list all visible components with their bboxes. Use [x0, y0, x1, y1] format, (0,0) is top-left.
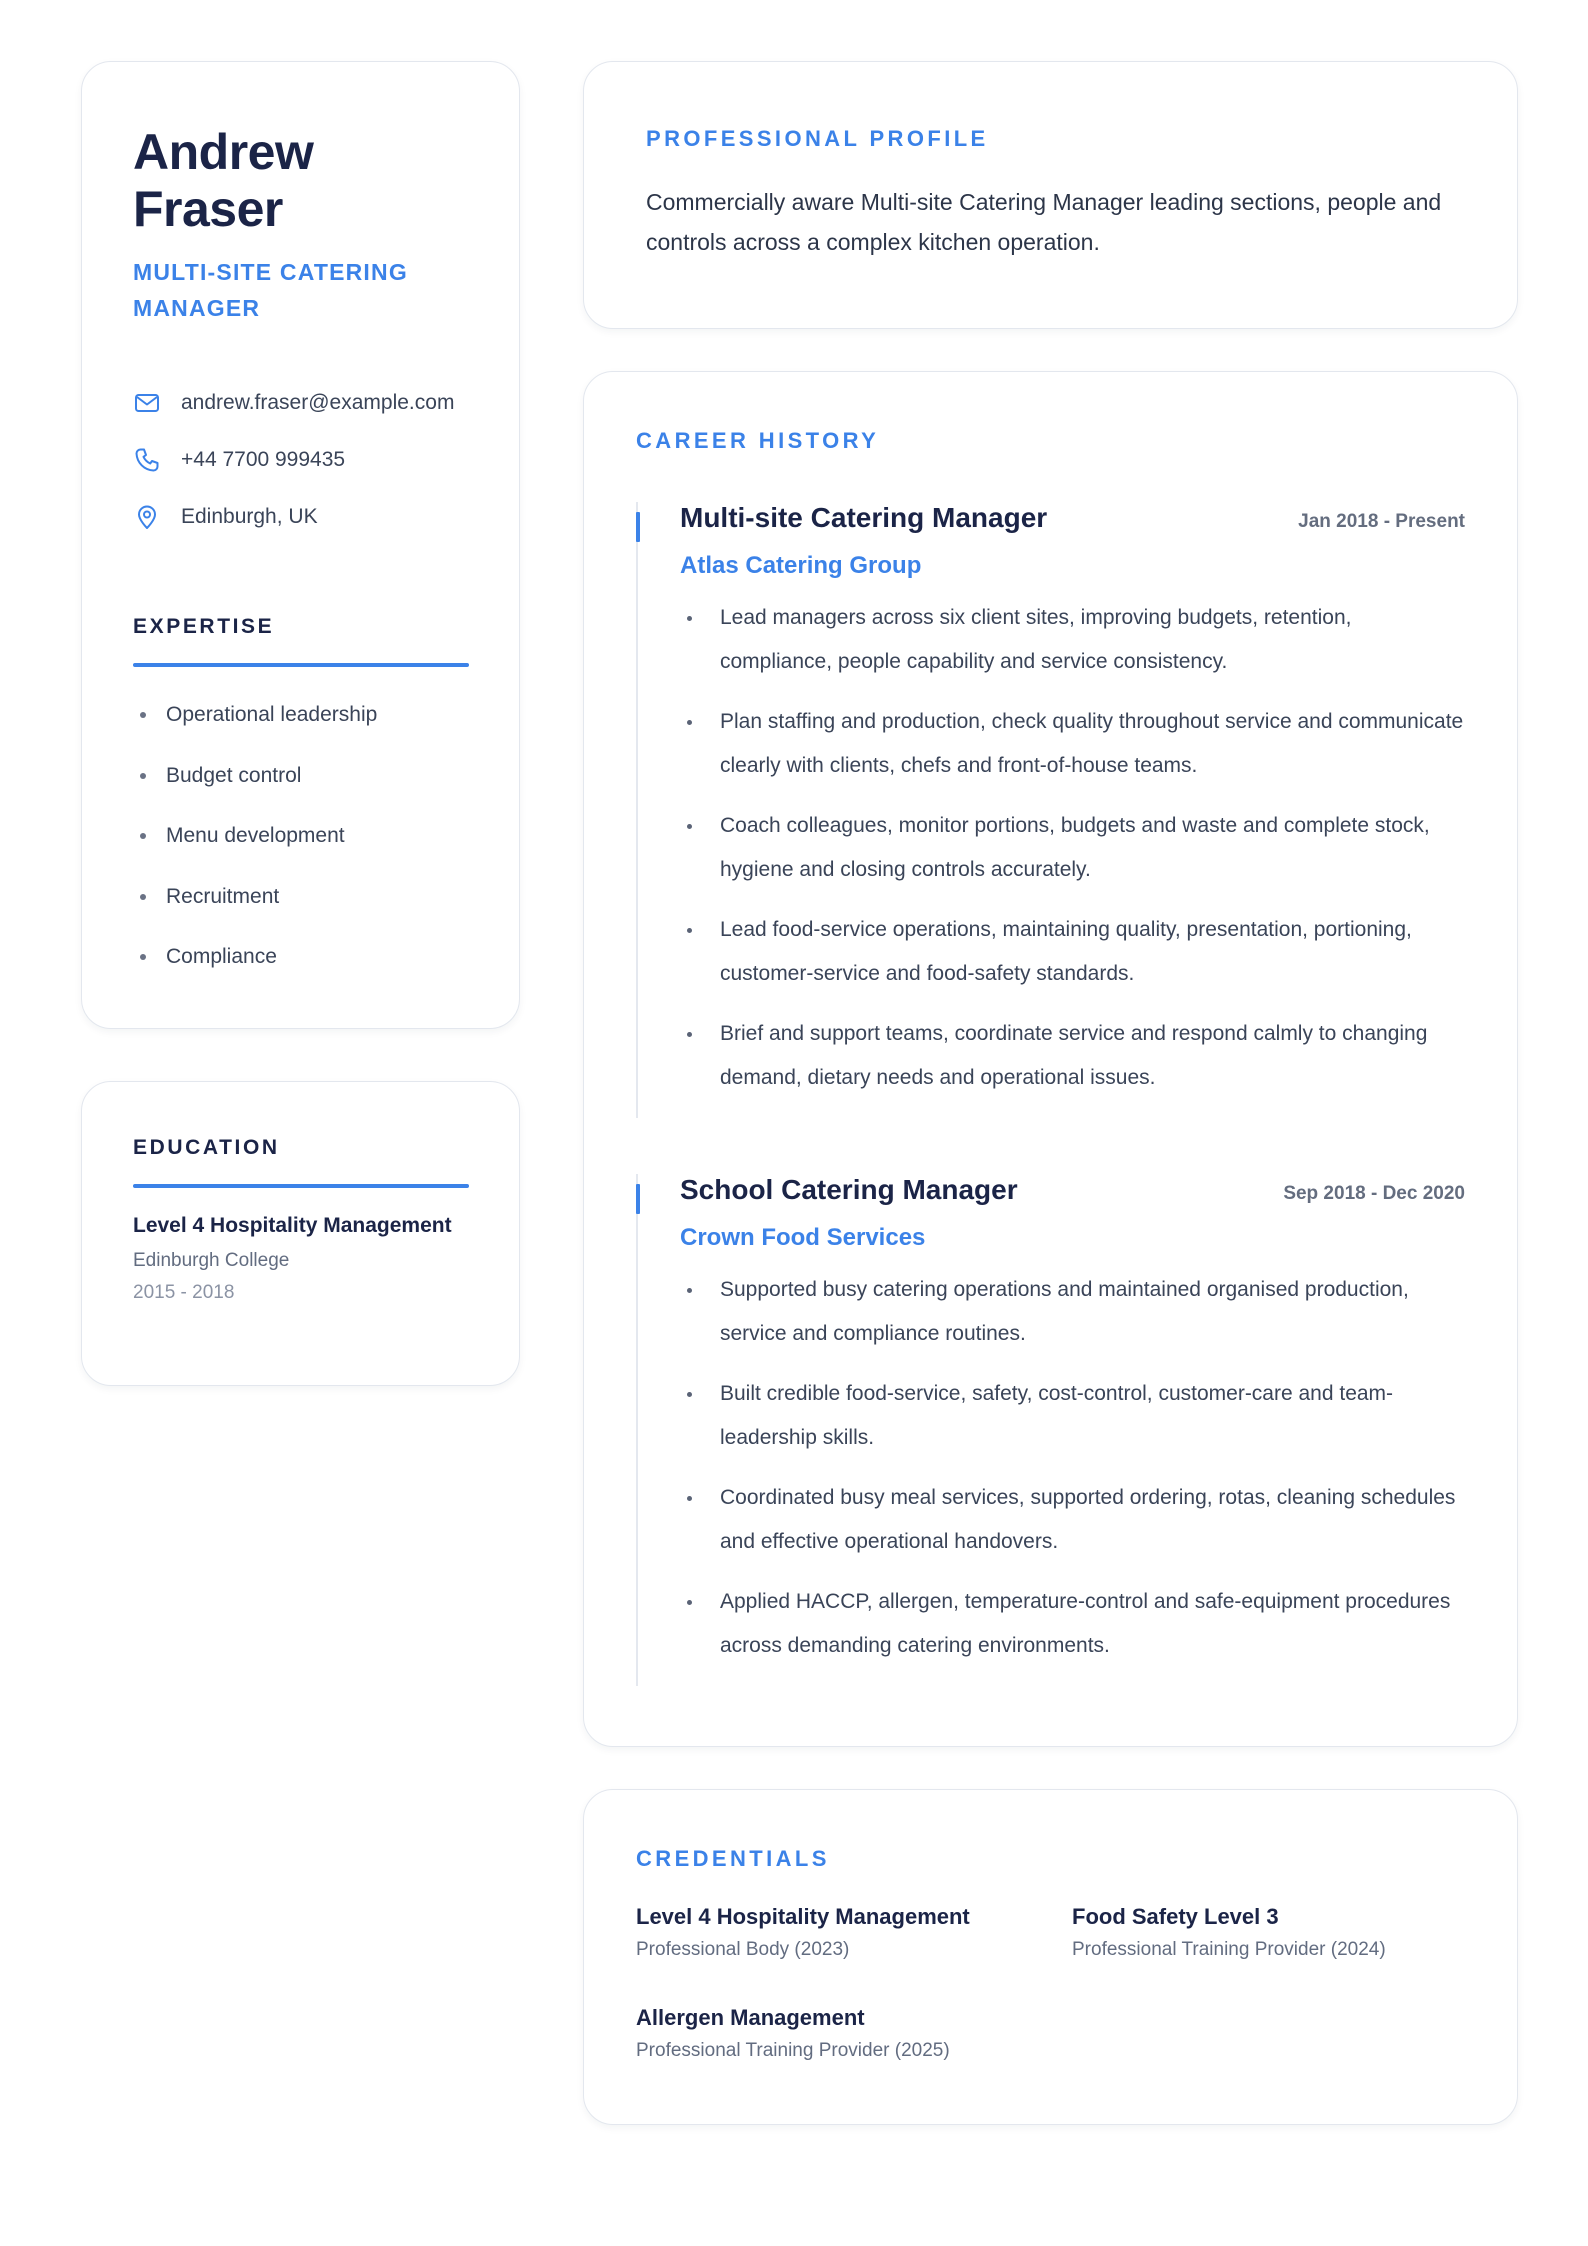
bullet-text: Applied HACCP, allergen, temperature-control and safe-equipment procedures across demanding catering environments.: [720, 1590, 1451, 1657]
expertise-heading: EXPERTISE: [133, 615, 275, 638]
timeline-line: [636, 1174, 638, 1686]
bullet-icon: [687, 616, 692, 621]
credential-name: Allergen Management: [636, 2005, 865, 2030]
credentials-grid: [636, 1904, 1465, 2062]
list-item: [680, 596, 1465, 684]
credentials-card: [583, 1789, 1518, 2125]
bullet-icon: [687, 1032, 692, 1037]
education-degree: Level 4 Hospitality Management: [133, 1214, 452, 1237]
list-item: [133, 685, 469, 746]
list-item: [133, 806, 469, 867]
bullet-text: Built credible food-service, safety, cost-control, customer-care and team-leadership skills.: [720, 1382, 1394, 1449]
credential-source: Professional Training Provider (2024): [1072, 1939, 1386, 1960]
timeline-marker: [636, 512, 640, 542]
list-item: [680, 1268, 1465, 1356]
list-item: [680, 1372, 1465, 1460]
list-item: [680, 908, 1465, 996]
credential-item: [1072, 1904, 1465, 1961]
job-dates: Sep 2018 - Dec 2020: [1283, 1183, 1465, 1204]
bullet-text: Coordinated busy meal services, supported ordering, rotas, cleaning schedules and effective operational handovers.: [720, 1486, 1456, 1553]
bullet-icon: [687, 1600, 692, 1605]
education-school: Edinburgh College: [133, 1250, 290, 1271]
career-heading: CAREER HISTORY: [636, 428, 880, 453]
bullet-text: Lead food-service operations, maintaining quality, presentation, portioning, customer-service and food-safety standards.: [720, 918, 1412, 985]
contact-location-text: Edinburgh, UK: [181, 504, 318, 528]
expertise-list: [133, 685, 469, 988]
education-divider: [133, 1184, 469, 1188]
job-role: School Catering Manager: [680, 1174, 1018, 1205]
job-company: Atlas Catering Group: [680, 552, 922, 579]
list-item: [133, 867, 469, 928]
list-item: [680, 1580, 1465, 1668]
bullet-icon: [140, 894, 146, 900]
contact-email-text[interactable]: andrew.fraser@example.com: [181, 390, 455, 414]
job-dates: Jan 2018 - Present: [1298, 511, 1465, 532]
timeline-line: [636, 502, 638, 1118]
credential-name: Food Safety Level 3: [1072, 1904, 1279, 1929]
skill-label: Compliance: [166, 945, 277, 969]
bullet-icon: [687, 1288, 692, 1293]
list-item: [680, 1476, 1465, 1564]
bullet-icon: [140, 712, 146, 718]
bullet-icon: [687, 824, 692, 829]
contact-phone-text[interactable]: +44 7700 999435: [181, 447, 346, 471]
contact-phone[interactable]: [133, 431, 469, 488]
education-card: [81, 1081, 520, 1386]
candidate-name: [133, 124, 469, 238]
profile-card: [583, 61, 1518, 329]
bullet-text: Plan staffing and production, check quality throughout service and communicate clearly with clients, chefs and front-of-house teams.: [720, 710, 1464, 777]
bullet-text: Lead managers across six client sites, improving budgets, retention, compliance, people capability and service consistency.: [720, 606, 1352, 673]
job-entry: [636, 1174, 1465, 1686]
contact-list: [133, 374, 469, 545]
contact-location: [133, 488, 469, 545]
job-company: Crown Food Services: [680, 1224, 926, 1251]
bullet-text: Brief and support teams, coordinate service and respond calmly to changing demand, dietary needs and operational issues.: [720, 1022, 1428, 1089]
list-item: [680, 804, 1465, 892]
career-card: [583, 371, 1518, 1747]
bullet-icon: [687, 1496, 692, 1501]
contact-email[interactable]: [133, 374, 469, 431]
bullet-icon: [687, 720, 692, 725]
identity-card: [81, 61, 520, 1029]
name-first: Andrew: [133, 124, 314, 180]
skill-label: Operational leadership: [166, 703, 378, 727]
skill-label: Budget control: [166, 763, 302, 787]
phone-icon: [133, 446, 161, 474]
bullet-text: Coach colleagues, monitor portions, budgets and waste and complete stock, hygiene and closing controls accurately.: [720, 814, 1430, 881]
job-bullets: [680, 1268, 1465, 1686]
profile-summary: Commercially aware Multi-site Catering Manager leading sections, people and controls across a complex kitchen operation.: [646, 189, 1442, 255]
name-last: Fraser: [133, 181, 283, 237]
credential-source: Professional Body (2023): [636, 1939, 850, 1960]
timeline-marker: [636, 1184, 640, 1214]
credential-item: [636, 2005, 1072, 2062]
bullet-text: Supported busy catering operations and maintained organised production, service and compliance routines.: [720, 1278, 1409, 1345]
bullet-icon: [687, 928, 692, 933]
credential-item: [636, 1904, 1072, 1961]
bullet-icon: [140, 954, 146, 960]
skill-label: Recruitment: [166, 884, 280, 908]
skill-label: Menu development: [166, 824, 345, 848]
bullet-icon: [140, 773, 146, 779]
candidate-title: MULTI-SITE CATERING MANAGER: [133, 259, 408, 321]
credential-name: Level 4 Hospitality Management: [636, 1904, 970, 1929]
job-entry: [636, 502, 1465, 1118]
credential-source: Professional Training Provider (2025): [636, 2040, 950, 2061]
profile-heading: PROFESSIONAL PROFILE: [646, 126, 989, 151]
list-item: [680, 1012, 1465, 1100]
job-role: Multi-site Catering Manager: [680, 502, 1048, 533]
job-header: [680, 502, 1465, 534]
job-bullets: [680, 596, 1465, 1118]
job-header: [680, 1174, 1465, 1206]
education-heading: EDUCATION: [133, 1136, 280, 1159]
list-item: [133, 927, 469, 988]
education-years: 2015 - 2018: [133, 1282, 235, 1303]
list-item: [680, 700, 1465, 788]
mail-icon: [133, 389, 161, 417]
list-item: [133, 746, 469, 807]
bullet-icon: [140, 833, 146, 839]
location-pin-icon: [133, 503, 161, 531]
expertise-divider: [133, 663, 469, 667]
bullet-icon: [687, 1392, 692, 1397]
credentials-heading: CREDENTIALS: [636, 1846, 830, 1871]
